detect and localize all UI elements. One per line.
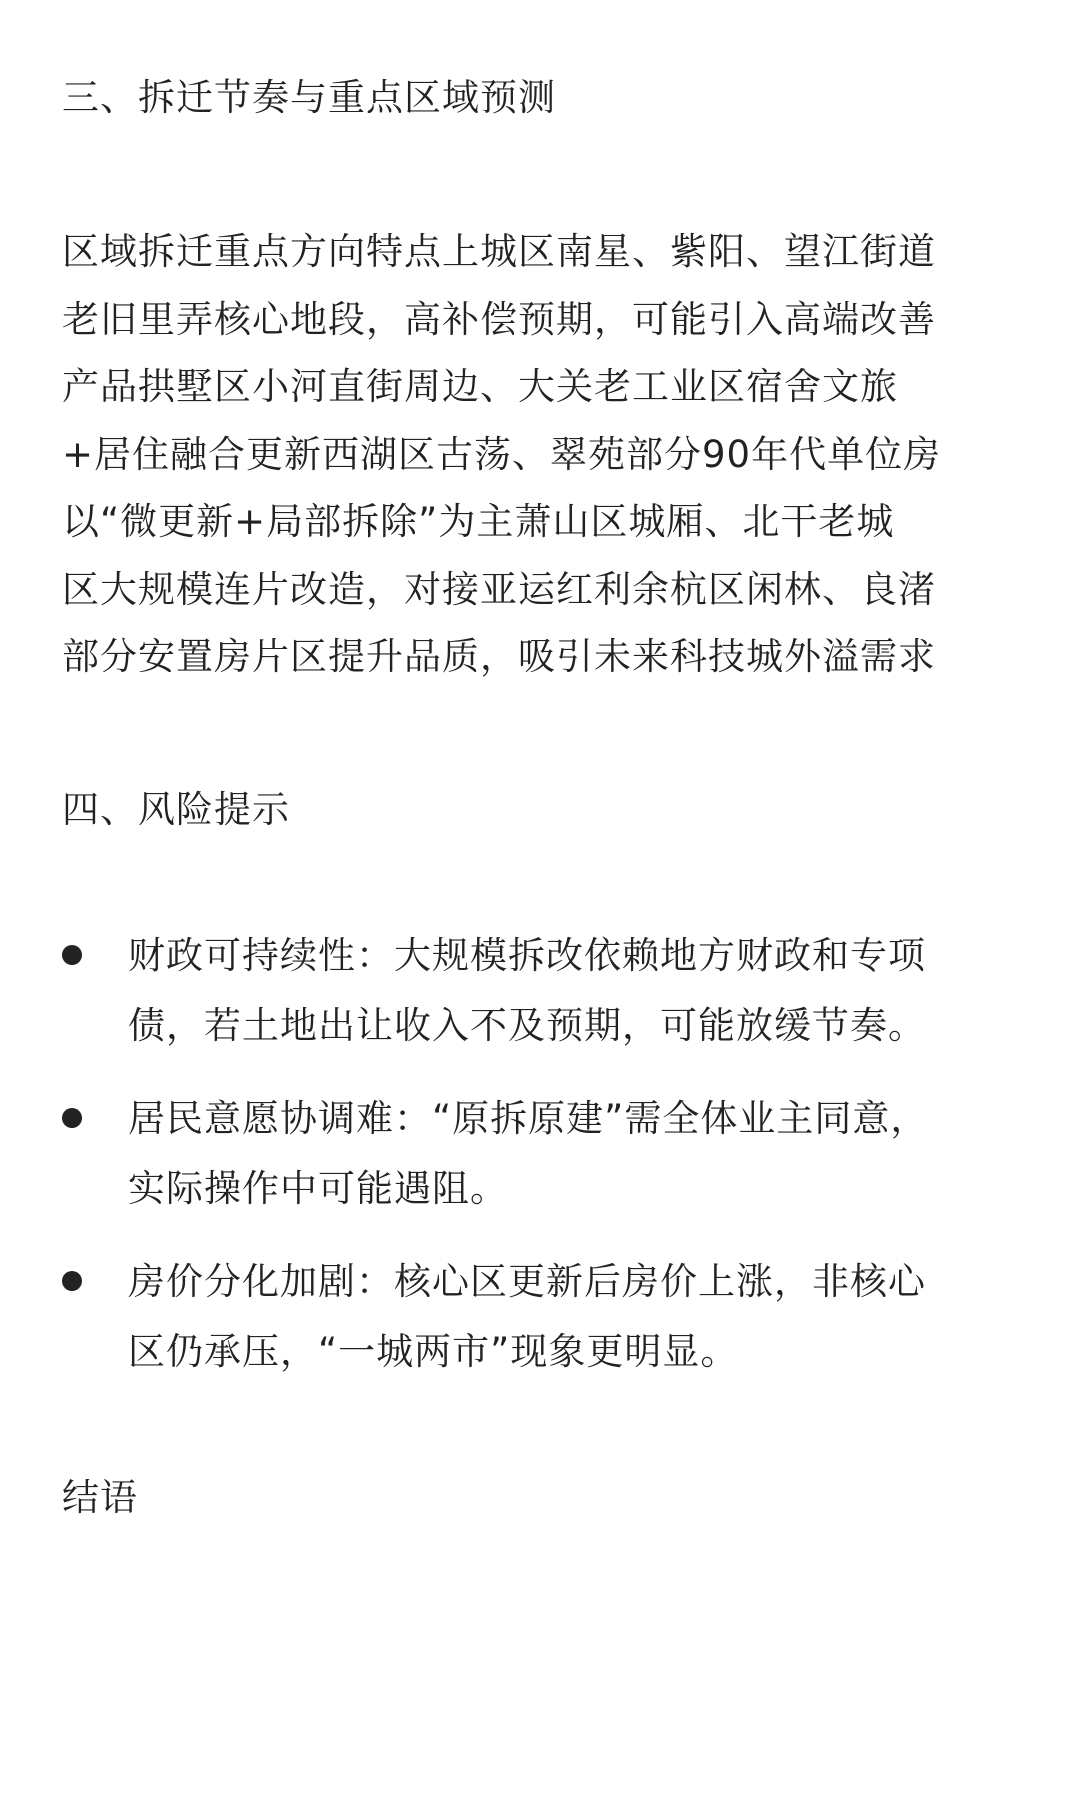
section-heading-risk-tips: 四、风险提示 [62, 788, 290, 831]
paragraph-line: 区域拆迁重点方向特点上城区南星、紫阳、望江街道 [62, 230, 936, 273]
bullet-line: 房价分化加剧：核心区更新后房价上涨，非核心 [128, 1260, 926, 1303]
bullet-text [128, 1247, 1028, 1387]
bullet-line: 实际操作中可能遇阻。 [128, 1167, 508, 1210]
paragraph-line: 部分安置房片区提升品质，吸引未来科技城外溢需求 [62, 635, 936, 678]
bullet-line: 区仍承压，“一城两市”现象更明显。 [128, 1330, 739, 1373]
bullet-line: 债，若土地出让收入不及预期，可能放缓节奏。 [128, 1004, 926, 1047]
bullet-dot-icon [62, 1271, 82, 1291]
paragraph-line: 以“微更新+局部拆除”为主萧山区城厢、北干老城 [62, 500, 895, 543]
bullet-text [128, 921, 1028, 1061]
paragraph-line: 区大规模连片改造，对接亚运红利余杭区闲林、良渚 [62, 567, 936, 611]
bullet-dot-icon [62, 945, 82, 965]
bullet-dot-icon [62, 1108, 82, 1128]
bullet-line: 居民意愿协调难：“原拆原建”需全体业主同意， [128, 1097, 929, 1140]
paragraph-line: 产品拱墅区小河直街周边、大关老工业区宿舍文旅 [62, 365, 898, 408]
paragraph-line: +居住融合更新西湖区古荡、翠苑部分90年代单位房 [62, 432, 942, 476]
section-heading-conclusion: 结语 [62, 1476, 138, 1519]
paragraph-line: 老旧里弄核心地段，高补偿预期，可能引入高端改善 [62, 297, 936, 341]
bullet-line: 财政可持续性：大规模拆改依赖地方财政和专项 [128, 934, 926, 977]
bullet-text [128, 1084, 1028, 1224]
demolition-forecast-paragraph [62, 218, 1022, 691]
section-heading-demolition-forecast: 三、拆迁节奏与重点区域预测 [62, 76, 556, 119]
